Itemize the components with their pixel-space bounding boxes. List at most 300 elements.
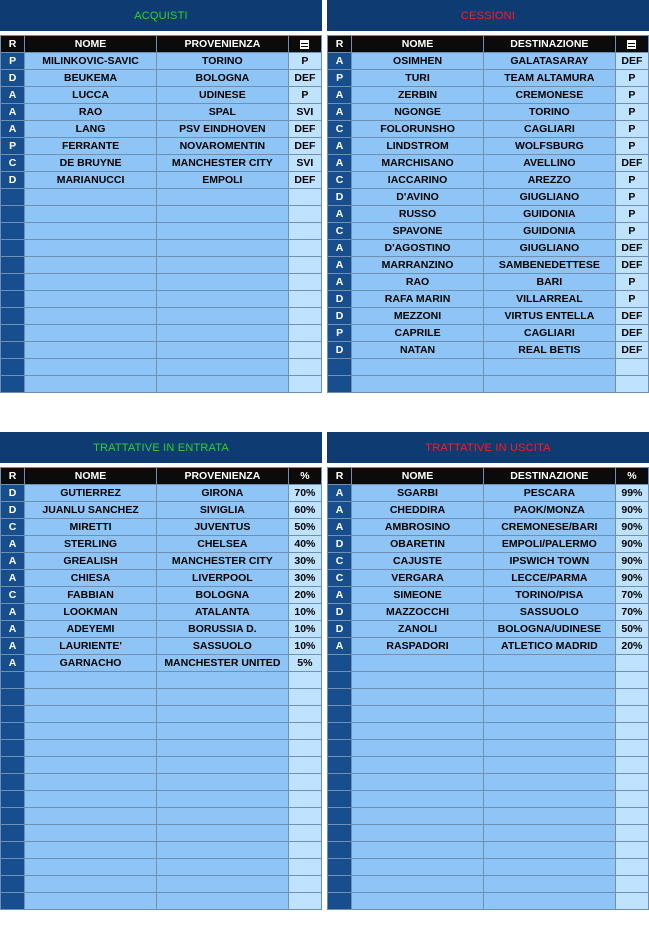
value-cell[interactable] bbox=[288, 740, 321, 757]
value-cell[interactable] bbox=[288, 893, 321, 910]
name-cell[interactable]: LAURIENTE' bbox=[25, 638, 157, 655]
value-cell[interactable] bbox=[615, 757, 648, 774]
role-cell[interactable]: A bbox=[328, 502, 352, 519]
name-cell[interactable]: SGARBI bbox=[352, 485, 484, 502]
value-cell[interactable] bbox=[615, 740, 648, 757]
header-extra[interactable] bbox=[615, 36, 648, 53]
club-cell[interactable] bbox=[483, 359, 615, 376]
value-cell[interactable] bbox=[288, 723, 321, 740]
role-cell[interactable] bbox=[328, 876, 352, 893]
role-cell[interactable] bbox=[328, 791, 352, 808]
club-cell[interactable] bbox=[156, 359, 288, 376]
role-cell[interactable]: C bbox=[328, 570, 352, 587]
value-cell[interactable] bbox=[288, 689, 321, 706]
club-cell[interactable]: SIVIGLIA bbox=[156, 502, 288, 519]
value-cell[interactable]: P bbox=[615, 121, 648, 138]
value-cell[interactable] bbox=[615, 808, 648, 825]
club-cell[interactable] bbox=[483, 825, 615, 842]
role-cell[interactable]: A bbox=[328, 87, 352, 104]
name-cell[interactable] bbox=[25, 189, 157, 206]
club-cell[interactable] bbox=[156, 240, 288, 257]
value-cell[interactable]: 20% bbox=[615, 638, 648, 655]
name-cell[interactable] bbox=[352, 672, 484, 689]
role-cell[interactable] bbox=[328, 825, 352, 842]
name-cell[interactable] bbox=[352, 825, 484, 842]
value-cell[interactable]: 50% bbox=[288, 519, 321, 536]
name-cell[interactable]: LUCCA bbox=[25, 87, 157, 104]
club-cell[interactable]: AREZZO bbox=[483, 172, 615, 189]
name-cell[interactable]: RAFA MARIN bbox=[352, 291, 484, 308]
value-cell[interactable] bbox=[615, 689, 648, 706]
club-cell[interactable] bbox=[156, 206, 288, 223]
club-cell[interactable]: ATLETICO MADRID bbox=[483, 638, 615, 655]
value-cell[interactable] bbox=[615, 876, 648, 893]
name-cell[interactable] bbox=[352, 655, 484, 672]
value-cell[interactable]: SVI bbox=[288, 155, 321, 172]
club-cell[interactable]: NOVAROMENTIN bbox=[156, 138, 288, 155]
club-cell[interactable] bbox=[156, 825, 288, 842]
name-cell[interactable]: OSIMHEN bbox=[352, 53, 484, 70]
club-cell[interactable]: LECCE/PARMA bbox=[483, 570, 615, 587]
name-cell[interactable]: GARNACHO bbox=[25, 655, 157, 672]
value-cell[interactable]: P bbox=[615, 206, 648, 223]
value-cell[interactable]: DEF bbox=[288, 121, 321, 138]
value-cell[interactable] bbox=[615, 359, 648, 376]
value-cell[interactable]: P bbox=[288, 87, 321, 104]
club-cell[interactable]: TORINO/PISA bbox=[483, 587, 615, 604]
value-cell[interactable] bbox=[288, 757, 321, 774]
club-cell[interactable] bbox=[156, 757, 288, 774]
role-cell[interactable]: A bbox=[1, 604, 25, 621]
role-cell[interactable] bbox=[328, 842, 352, 859]
value-cell[interactable] bbox=[288, 876, 321, 893]
name-cell[interactable] bbox=[25, 876, 157, 893]
club-cell[interactable] bbox=[156, 291, 288, 308]
name-cell[interactable] bbox=[25, 757, 157, 774]
role-cell[interactable]: A bbox=[1, 536, 25, 553]
name-cell[interactable]: NATAN bbox=[352, 342, 484, 359]
role-cell[interactable] bbox=[328, 706, 352, 723]
role-cell[interactable] bbox=[328, 859, 352, 876]
value-cell[interactable]: 90% bbox=[615, 536, 648, 553]
role-cell[interactable]: C bbox=[328, 553, 352, 570]
name-cell[interactable] bbox=[25, 257, 157, 274]
value-cell[interactable] bbox=[615, 791, 648, 808]
name-cell[interactable] bbox=[25, 274, 157, 291]
name-cell[interactable]: NGONGE bbox=[352, 104, 484, 121]
role-cell[interactable] bbox=[1, 808, 25, 825]
club-cell[interactable]: GALATASARAY bbox=[483, 53, 615, 70]
club-cell[interactable]: PSV EINDHOVEN bbox=[156, 121, 288, 138]
club-cell[interactable] bbox=[483, 774, 615, 791]
name-cell[interactable]: RAO bbox=[352, 274, 484, 291]
role-cell[interactable] bbox=[328, 672, 352, 689]
value-cell[interactable]: DEF bbox=[615, 325, 648, 342]
value-cell[interactable] bbox=[615, 893, 648, 910]
club-cell[interactable] bbox=[156, 706, 288, 723]
role-cell[interactable] bbox=[1, 740, 25, 757]
value-cell[interactable]: 50% bbox=[615, 621, 648, 638]
value-cell[interactable] bbox=[288, 359, 321, 376]
role-cell[interactable] bbox=[328, 689, 352, 706]
value-cell[interactable]: 90% bbox=[615, 519, 648, 536]
value-cell[interactable] bbox=[288, 240, 321, 257]
role-cell[interactable] bbox=[328, 376, 352, 393]
club-cell[interactable] bbox=[483, 859, 615, 876]
role-cell[interactable] bbox=[1, 859, 25, 876]
club-cell[interactable] bbox=[483, 655, 615, 672]
role-cell[interactable] bbox=[328, 774, 352, 791]
value-cell[interactable] bbox=[288, 672, 321, 689]
role-cell[interactable] bbox=[1, 189, 25, 206]
role-cell[interactable] bbox=[328, 655, 352, 672]
name-cell[interactable] bbox=[352, 359, 484, 376]
value-cell[interactable]: DEF bbox=[288, 70, 321, 87]
role-cell[interactable]: C bbox=[328, 172, 352, 189]
name-cell[interactable]: MEZZONI bbox=[352, 308, 484, 325]
name-cell[interactable] bbox=[25, 689, 157, 706]
role-cell[interactable] bbox=[1, 893, 25, 910]
name-cell[interactable]: MIRETTI bbox=[25, 519, 157, 536]
name-cell[interactable] bbox=[25, 791, 157, 808]
name-cell[interactable]: VERGARA bbox=[352, 570, 484, 587]
value-cell[interactable] bbox=[288, 808, 321, 825]
role-cell[interactable]: A bbox=[328, 485, 352, 502]
name-cell[interactable]: DE BRUYNE bbox=[25, 155, 157, 172]
name-cell[interactable] bbox=[25, 740, 157, 757]
name-cell[interactable]: D'AGOSTINO bbox=[352, 240, 484, 257]
name-cell[interactable]: RUSSO bbox=[352, 206, 484, 223]
role-cell[interactable] bbox=[1, 757, 25, 774]
name-cell[interactable] bbox=[25, 706, 157, 723]
club-cell[interactable] bbox=[483, 740, 615, 757]
value-cell[interactable] bbox=[288, 791, 321, 808]
club-cell[interactable]: MANCHESTER UNITED bbox=[156, 655, 288, 672]
value-cell[interactable]: DEF bbox=[615, 308, 648, 325]
club-cell[interactable]: GUIDONIA bbox=[483, 206, 615, 223]
club-cell[interactable] bbox=[483, 672, 615, 689]
role-cell[interactable]: P bbox=[328, 70, 352, 87]
name-cell[interactable]: MARIANUCCI bbox=[25, 172, 157, 189]
value-cell[interactable]: 10% bbox=[288, 604, 321, 621]
role-cell[interactable]: D bbox=[1, 172, 25, 189]
value-cell[interactable]: P bbox=[615, 104, 648, 121]
club-cell[interactable] bbox=[156, 376, 288, 393]
club-cell[interactable]: JUVENTUS bbox=[156, 519, 288, 536]
value-cell[interactable]: DEF bbox=[615, 257, 648, 274]
club-cell[interactable] bbox=[156, 274, 288, 291]
role-cell[interactable] bbox=[328, 740, 352, 757]
role-cell[interactable]: A bbox=[328, 519, 352, 536]
value-cell[interactable]: DEF bbox=[615, 342, 648, 359]
role-cell[interactable]: C bbox=[328, 121, 352, 138]
name-cell[interactable] bbox=[25, 206, 157, 223]
value-cell[interactable] bbox=[288, 825, 321, 842]
name-cell[interactable]: TURI bbox=[352, 70, 484, 87]
name-cell[interactable] bbox=[25, 376, 157, 393]
name-cell[interactable]: RASPADORI bbox=[352, 638, 484, 655]
role-cell[interactable]: D bbox=[328, 536, 352, 553]
name-cell[interactable] bbox=[25, 825, 157, 842]
role-cell[interactable]: D bbox=[328, 604, 352, 621]
name-cell[interactable]: LOOKMAN bbox=[25, 604, 157, 621]
name-cell[interactable]: ZANOLI bbox=[352, 621, 484, 638]
name-cell[interactable]: GUTIERREZ bbox=[25, 485, 157, 502]
name-cell[interactable]: SPAVONE bbox=[352, 223, 484, 240]
value-cell[interactable] bbox=[288, 308, 321, 325]
club-cell[interactable] bbox=[156, 791, 288, 808]
value-cell[interactable] bbox=[288, 376, 321, 393]
role-cell[interactable]: A bbox=[328, 257, 352, 274]
value-cell[interactable]: DEF bbox=[615, 155, 648, 172]
role-cell[interactable]: A bbox=[1, 621, 25, 638]
name-cell[interactable]: RAO bbox=[25, 104, 157, 121]
role-cell[interactable]: D bbox=[328, 189, 352, 206]
role-cell[interactable]: A bbox=[328, 138, 352, 155]
club-cell[interactable]: TORINO bbox=[483, 104, 615, 121]
value-cell[interactable]: 70% bbox=[615, 587, 648, 604]
role-cell[interactable]: A bbox=[1, 104, 25, 121]
role-cell[interactable] bbox=[328, 723, 352, 740]
role-cell[interactable] bbox=[1, 774, 25, 791]
club-cell[interactable]: EMPOLI bbox=[156, 172, 288, 189]
value-cell[interactable]: P bbox=[615, 138, 648, 155]
role-cell[interactable] bbox=[1, 274, 25, 291]
name-cell[interactable] bbox=[25, 808, 157, 825]
name-cell[interactable]: FABBIAN bbox=[25, 587, 157, 604]
value-cell[interactable] bbox=[615, 774, 648, 791]
club-cell[interactable]: GIRONA bbox=[156, 485, 288, 502]
value-cell[interactable]: P bbox=[615, 274, 648, 291]
club-cell[interactable] bbox=[483, 723, 615, 740]
name-cell[interactable] bbox=[25, 223, 157, 240]
name-cell[interactable]: SIMEONE bbox=[352, 587, 484, 604]
role-cell[interactable] bbox=[1, 240, 25, 257]
value-cell[interactable]: 10% bbox=[288, 638, 321, 655]
role-cell[interactable] bbox=[328, 893, 352, 910]
value-cell[interactable]: 5% bbox=[288, 655, 321, 672]
role-cell[interactable]: A bbox=[328, 587, 352, 604]
role-cell[interactable]: A bbox=[328, 104, 352, 121]
value-cell[interactable]: DEF bbox=[288, 172, 321, 189]
name-cell[interactable] bbox=[25, 859, 157, 876]
name-cell[interactable] bbox=[25, 723, 157, 740]
club-cell[interactable]: REAL BETIS bbox=[483, 342, 615, 359]
name-cell[interactable] bbox=[25, 893, 157, 910]
value-cell[interactable] bbox=[615, 706, 648, 723]
club-cell[interactable] bbox=[156, 876, 288, 893]
role-cell[interactable]: A bbox=[1, 553, 25, 570]
club-cell[interactable] bbox=[156, 808, 288, 825]
role-cell[interactable]: A bbox=[328, 274, 352, 291]
role-cell[interactable] bbox=[1, 257, 25, 274]
name-cell[interactable]: LINDSTROM bbox=[352, 138, 484, 155]
name-cell[interactable]: AMBROSINO bbox=[352, 519, 484, 536]
value-cell[interactable] bbox=[288, 291, 321, 308]
role-cell[interactable] bbox=[1, 825, 25, 842]
role-cell[interactable] bbox=[1, 223, 25, 240]
name-cell[interactable] bbox=[352, 376, 484, 393]
role-cell[interactable]: A bbox=[1, 570, 25, 587]
club-cell[interactable]: PAOK/MONZA bbox=[483, 502, 615, 519]
club-cell[interactable] bbox=[156, 342, 288, 359]
role-cell[interactable] bbox=[1, 791, 25, 808]
value-cell[interactable]: 30% bbox=[288, 570, 321, 587]
role-cell[interactable]: A bbox=[328, 206, 352, 223]
name-cell[interactable]: BEUKEMA bbox=[25, 70, 157, 87]
value-cell[interactable] bbox=[288, 842, 321, 859]
name-cell[interactable] bbox=[352, 808, 484, 825]
club-cell[interactable]: PESCARA bbox=[483, 485, 615, 502]
name-cell[interactable]: CAJUSTE bbox=[352, 553, 484, 570]
value-cell[interactable] bbox=[288, 223, 321, 240]
name-cell[interactable]: CAPRILE bbox=[352, 325, 484, 342]
club-cell[interactable]: LIVERPOOL bbox=[156, 570, 288, 587]
value-cell[interactable]: 40% bbox=[288, 536, 321, 553]
club-cell[interactable] bbox=[483, 876, 615, 893]
name-cell[interactable] bbox=[25, 240, 157, 257]
role-cell[interactable]: C bbox=[1, 587, 25, 604]
club-cell[interactable]: BOLOGNA bbox=[156, 70, 288, 87]
name-cell[interactable]: ZERBIN bbox=[352, 87, 484, 104]
name-cell[interactable]: IACCARINO bbox=[352, 172, 484, 189]
role-cell[interactable]: D bbox=[1, 70, 25, 87]
club-cell[interactable]: CAGLIARI bbox=[483, 121, 615, 138]
value-cell[interactable]: P bbox=[615, 87, 648, 104]
name-cell[interactable] bbox=[352, 876, 484, 893]
role-cell[interactable]: A bbox=[1, 87, 25, 104]
role-cell[interactable]: A bbox=[328, 638, 352, 655]
club-cell[interactable]: EMPOLI/PALERMO bbox=[483, 536, 615, 553]
name-cell[interactable] bbox=[352, 774, 484, 791]
role-cell[interactable] bbox=[1, 723, 25, 740]
value-cell[interactable]: DEF bbox=[288, 138, 321, 155]
role-cell[interactable]: D bbox=[328, 621, 352, 638]
value-cell[interactable]: 70% bbox=[288, 485, 321, 502]
club-cell[interactable]: SAMBENEDETTESE bbox=[483, 257, 615, 274]
club-cell[interactable] bbox=[156, 723, 288, 740]
club-cell[interactable] bbox=[156, 689, 288, 706]
name-cell[interactable] bbox=[25, 342, 157, 359]
club-cell[interactable]: SASSUOLO bbox=[483, 604, 615, 621]
role-cell[interactable]: P bbox=[1, 53, 25, 70]
value-cell[interactable] bbox=[288, 206, 321, 223]
name-cell[interactable]: GREALISH bbox=[25, 553, 157, 570]
name-cell[interactable] bbox=[25, 325, 157, 342]
value-cell[interactable]: 90% bbox=[615, 553, 648, 570]
role-cell[interactable] bbox=[1, 342, 25, 359]
club-cell[interactable]: SASSUOLO bbox=[156, 638, 288, 655]
club-cell[interactable] bbox=[156, 672, 288, 689]
value-cell[interactable]: SVI bbox=[288, 104, 321, 121]
value-cell[interactable]: 20% bbox=[288, 587, 321, 604]
name-cell[interactable] bbox=[352, 740, 484, 757]
value-cell[interactable]: 30% bbox=[288, 553, 321, 570]
value-cell[interactable] bbox=[288, 325, 321, 342]
value-cell[interactable]: 99% bbox=[615, 485, 648, 502]
name-cell[interactable]: D'AVINO bbox=[352, 189, 484, 206]
club-cell[interactable]: GIUGLIANO bbox=[483, 240, 615, 257]
role-cell[interactable] bbox=[328, 359, 352, 376]
club-cell[interactable]: AVELLINO bbox=[483, 155, 615, 172]
value-cell[interactable]: P bbox=[615, 291, 648, 308]
club-cell[interactable]: WOLFSBURG bbox=[483, 138, 615, 155]
club-cell[interactable]: CHELSEA bbox=[156, 536, 288, 553]
role-cell[interactable]: D bbox=[1, 502, 25, 519]
role-cell[interactable]: A bbox=[1, 655, 25, 672]
club-cell[interactable]: GIUGLIANO bbox=[483, 189, 615, 206]
value-cell[interactable]: 10% bbox=[288, 621, 321, 638]
club-cell[interactable]: MANCHESTER CITY bbox=[156, 553, 288, 570]
name-cell[interactable] bbox=[352, 723, 484, 740]
role-cell[interactable] bbox=[1, 876, 25, 893]
club-cell[interactable] bbox=[156, 257, 288, 274]
role-cell[interactable] bbox=[1, 325, 25, 342]
role-cell[interactable] bbox=[328, 757, 352, 774]
club-cell[interactable]: CREMONESE bbox=[483, 87, 615, 104]
value-cell[interactable]: DEF bbox=[615, 240, 648, 257]
role-cell[interactable]: D bbox=[1, 485, 25, 502]
name-cell[interactable]: FOLORUNSHO bbox=[352, 121, 484, 138]
name-cell[interactable] bbox=[352, 706, 484, 723]
value-cell[interactable] bbox=[288, 274, 321, 291]
club-cell[interactable] bbox=[483, 757, 615, 774]
name-cell[interactable] bbox=[352, 859, 484, 876]
club-cell[interactable]: BOLOGNA/UDINESE bbox=[483, 621, 615, 638]
value-cell[interactable] bbox=[615, 723, 648, 740]
value-cell[interactable]: DEF bbox=[615, 53, 648, 70]
role-cell[interactable]: A bbox=[328, 53, 352, 70]
value-cell[interactable] bbox=[615, 655, 648, 672]
value-cell[interactable] bbox=[615, 672, 648, 689]
name-cell[interactable] bbox=[25, 842, 157, 859]
club-cell[interactable] bbox=[483, 791, 615, 808]
name-cell[interactable]: JUANLU SANCHEZ bbox=[25, 502, 157, 519]
club-cell[interactable]: UDINESE bbox=[156, 87, 288, 104]
value-cell[interactable]: 60% bbox=[288, 502, 321, 519]
name-cell[interactable]: MARRANZINO bbox=[352, 257, 484, 274]
club-cell[interactable] bbox=[483, 808, 615, 825]
menu-icon[interactable] bbox=[300, 40, 309, 49]
name-cell[interactable] bbox=[352, 689, 484, 706]
name-cell[interactable] bbox=[25, 672, 157, 689]
club-cell[interactable]: IPSWICH TOWN bbox=[483, 553, 615, 570]
club-cell[interactable]: VIRTUS ENTELLA bbox=[483, 308, 615, 325]
club-cell[interactable]: CREMONESE/BARI bbox=[483, 519, 615, 536]
role-cell[interactable] bbox=[328, 808, 352, 825]
name-cell[interactable]: STERLING bbox=[25, 536, 157, 553]
value-cell[interactable] bbox=[288, 342, 321, 359]
role-cell[interactable]: C bbox=[1, 519, 25, 536]
header-extra[interactable] bbox=[288, 36, 321, 53]
club-cell[interactable]: SPAL bbox=[156, 104, 288, 121]
club-cell[interactable] bbox=[483, 689, 615, 706]
club-cell[interactable]: VILLARREAL bbox=[483, 291, 615, 308]
club-cell[interactable]: TEAM ALTAMURA bbox=[483, 70, 615, 87]
name-cell[interactable]: CHEDDIRA bbox=[352, 502, 484, 519]
role-cell[interactable]: P bbox=[1, 138, 25, 155]
value-cell[interactable] bbox=[288, 774, 321, 791]
club-cell[interactable] bbox=[483, 706, 615, 723]
role-cell[interactable] bbox=[1, 376, 25, 393]
role-cell[interactable] bbox=[1, 842, 25, 859]
value-cell[interactable] bbox=[615, 825, 648, 842]
role-cell[interactable] bbox=[1, 308, 25, 325]
club-cell[interactable]: BARI bbox=[483, 274, 615, 291]
value-cell[interactable]: 90% bbox=[615, 570, 648, 587]
club-cell[interactable]: TORINO bbox=[156, 53, 288, 70]
club-cell[interactable] bbox=[483, 893, 615, 910]
